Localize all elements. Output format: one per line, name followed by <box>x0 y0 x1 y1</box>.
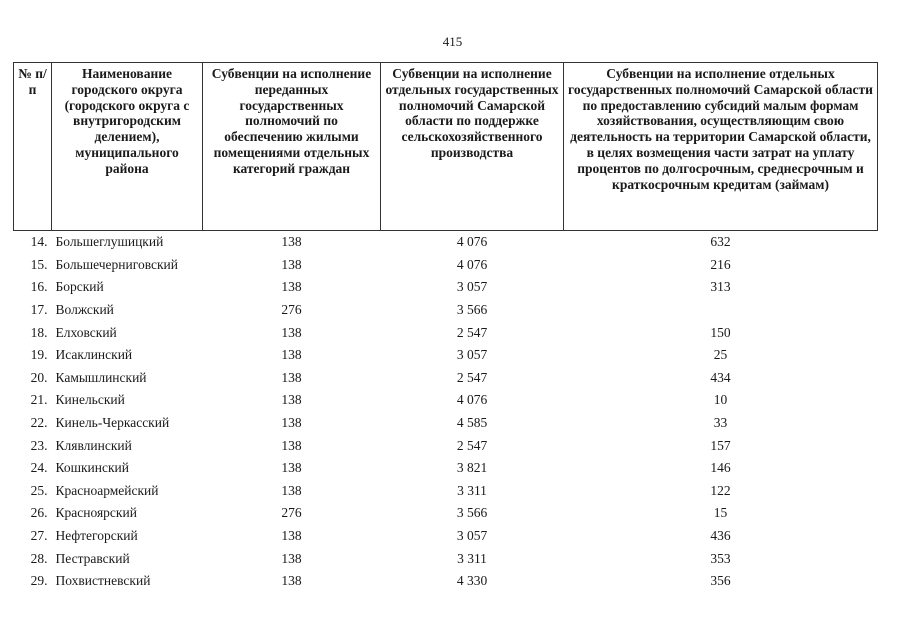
agriculture-value: 2 547 <box>456 324 488 340</box>
housing-value: 138 <box>281 528 302 544</box>
housing-value: 138 <box>281 369 302 385</box>
agriculture-value: 3 311 <box>457 482 487 498</box>
table-row <box>14 434 878 457</box>
agriculture-value: 4 585 <box>456 415 488 431</box>
housing-value: 138 <box>281 573 302 589</box>
small-business-value: 33 <box>713 415 728 431</box>
table-body <box>14 231 878 593</box>
agriculture-value: 2 547 <box>456 369 488 385</box>
municipality-name: Исаклинский <box>55 347 133 363</box>
row-number: 29. <box>30 573 48 589</box>
table-row <box>14 344 878 367</box>
housing-value: 138 <box>281 460 302 476</box>
housing-value: 138 <box>281 437 302 453</box>
municipality-name: Похвистневский <box>55 573 151 589</box>
row-number: 18. <box>30 324 48 340</box>
small-business-value: 10 <box>713 392 728 408</box>
table-row <box>14 254 878 277</box>
table-row <box>14 412 878 435</box>
agriculture-value: 3 057 <box>456 279 488 295</box>
row-number: 26. <box>30 505 48 521</box>
agriculture-value: 2 547 <box>456 437 488 453</box>
agriculture-value: 4 330 <box>456 573 488 589</box>
table-row <box>14 299 878 322</box>
header-agriculture-subvention: Субвенции на исполнение отдельных государственных полномочий Самарской области по поддержке сельскохозяйственного производства <box>381 63 564 231</box>
table-row <box>14 547 878 570</box>
municipality-name: Камышлинский <box>55 369 147 385</box>
row-number: 28. <box>30 550 48 566</box>
row-number: 15. <box>30 256 48 272</box>
small-business-value: 353 <box>710 550 731 566</box>
small-business-value: 122 <box>710 482 731 498</box>
municipality-name: Красноярский <box>55 505 137 521</box>
municipality-name: Кинель-Черкасский <box>55 415 170 431</box>
table-row <box>14 389 878 412</box>
header-row <box>14 63 878 231</box>
municipality-name: Пестравский <box>55 550 130 566</box>
housing-value: 138 <box>281 347 302 363</box>
table-row <box>14 367 878 390</box>
row-number: 23. <box>30 437 48 453</box>
row-number: 21. <box>30 392 48 408</box>
small-business-value: 434 <box>710 369 731 385</box>
agriculture-value: 3 057 <box>456 347 488 363</box>
small-business-value: 25 <box>713 347 728 363</box>
header-small-business-subvention: Субвенции на исполнение отдельных государственных полномочий Самарской области по предоставлению субсидий малым формам хозяйствования, осуществляющим свою деятельность на территории Самарской области, в целях возмещения части затрат на уплату процентов по долгосрочным, среднесрочным и краткосрочным кредитам (займам) <box>564 63 878 231</box>
subvention-table <box>13 62 878 593</box>
agriculture-value: 4 076 <box>456 234 488 250</box>
table-row <box>14 276 878 299</box>
small-business-value: 436 <box>710 528 731 544</box>
agriculture-value: 3 311 <box>457 550 487 566</box>
small-business-value: 15 <box>713 505 728 521</box>
housing-value: 276 <box>281 302 302 318</box>
row-number: 17. <box>30 302 48 318</box>
small-business-value: 313 <box>710 279 731 295</box>
row-number: 24. <box>30 460 48 476</box>
municipality-name: Кошкинский <box>55 460 129 476</box>
municipality-name: Нефтегорский <box>55 528 138 544</box>
table-row <box>14 525 878 548</box>
small-business-value: 632 <box>710 234 731 250</box>
header-number: № п/п <box>14 63 52 231</box>
agriculture-value: 4 076 <box>456 392 488 408</box>
table-row <box>14 570 878 593</box>
agriculture-value: 3 566 <box>456 505 488 521</box>
agriculture-value: 3 566 <box>456 302 488 318</box>
housing-value: 138 <box>281 482 302 498</box>
housing-value: 138 <box>281 279 302 295</box>
row-number: 14. <box>30 234 48 250</box>
header-municipality: Наименование городского округа (городского округа с внутригородским делением), муниципального района <box>52 63 203 231</box>
small-business-value: 150 <box>710 324 731 340</box>
table-row <box>14 502 878 525</box>
table-header <box>14 63 878 231</box>
row-number: 22. <box>30 415 48 431</box>
housing-value: 138 <box>281 550 302 566</box>
municipality-name: Елховский <box>55 324 117 340</box>
table-row <box>14 231 878 254</box>
municipality-name: Клявлинский <box>55 437 132 453</box>
row-number: 20. <box>30 369 48 385</box>
housing-value: 138 <box>281 324 302 340</box>
housing-value: 138 <box>281 415 302 431</box>
municipality-name: Кинельский <box>55 392 125 408</box>
municipality-name: Большеглушицкий <box>55 234 164 250</box>
housing-value: 276 <box>281 505 302 521</box>
page-number: 415 <box>442 34 463 49</box>
housing-value: 138 <box>281 234 302 250</box>
row-number: 19. <box>30 347 48 363</box>
agriculture-value: 3 821 <box>456 460 488 476</box>
housing-value: 138 <box>281 256 302 272</box>
small-business-value: 157 <box>710 437 731 453</box>
municipality-name: Волжский <box>55 302 114 318</box>
agriculture-value: 4 076 <box>456 256 488 272</box>
agriculture-value: 3 057 <box>456 528 488 544</box>
small-business-value <box>564 299 878 322</box>
small-business-value: 146 <box>710 460 731 476</box>
table-row <box>14 480 878 503</box>
row-number: 16. <box>30 279 48 295</box>
municipality-name: Красноармейский <box>55 482 159 498</box>
small-business-value: 356 <box>710 573 731 589</box>
row-number: 27. <box>30 528 48 544</box>
table-row <box>14 321 878 344</box>
municipality-name: Борский <box>55 279 104 295</box>
housing-value: 138 <box>281 392 302 408</box>
small-business-value: 216 <box>710 256 731 272</box>
header-housing-subvention: Субвенции на исполнение переданных государственных полномочий по обеспечению жилыми помещениями отдельных категорий граждан <box>203 63 381 231</box>
row-number: 25. <box>30 482 48 498</box>
table-row <box>14 457 878 480</box>
municipality-name: Большечерниговский <box>55 256 178 272</box>
